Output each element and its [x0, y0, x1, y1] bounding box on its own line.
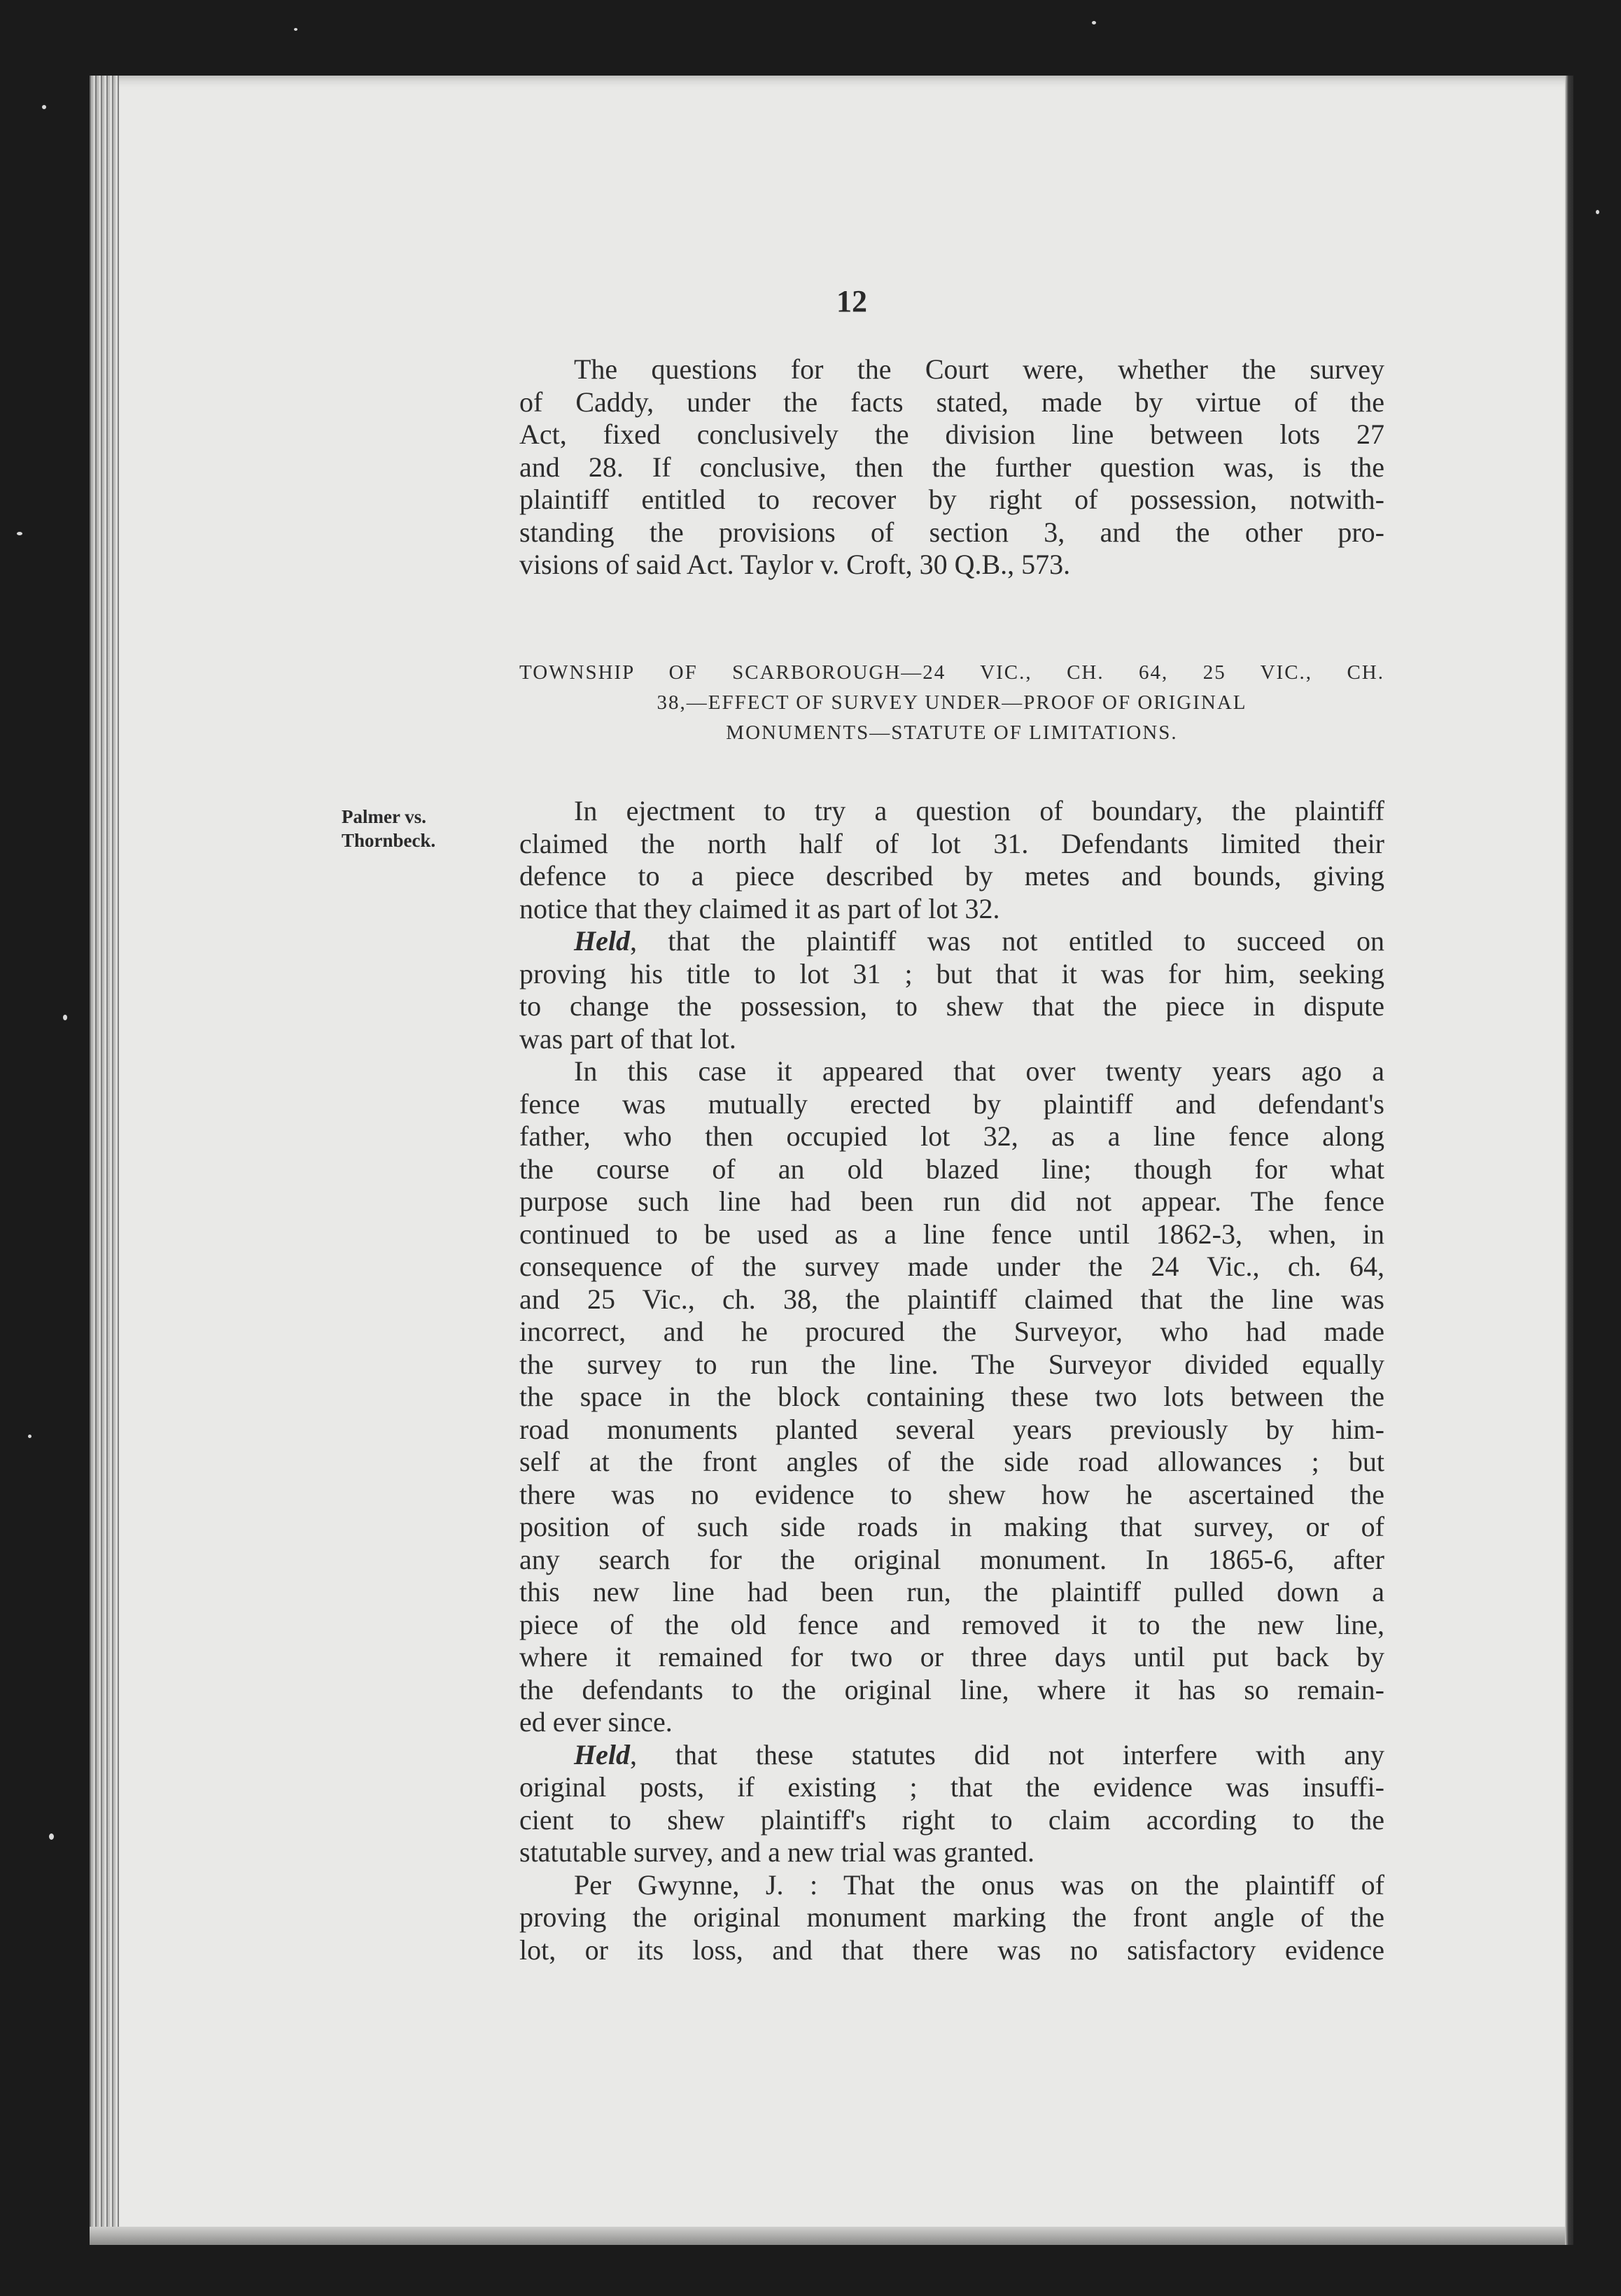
text-line: this new line had been run, the plaintiff pulled down a	[519, 1576, 1384, 1607]
text-line: visions of said Act. Taylor v. Croft, 30 Q.B., 573.	[519, 549, 1071, 580]
margin-note-line: Thornbeck.	[342, 830, 436, 851]
held-label: Held	[574, 925, 630, 957]
text-line: piece of the old fence and removed it to the new line,	[519, 1608, 1384, 1640]
margin-note-line: Palmer vs.	[342, 806, 426, 827]
text-line: claimed the north half of lot 31. Defendants limited their	[519, 827, 1384, 859]
held-text: , that the plaintiff was not entitled to succeed on	[629, 925, 1384, 957]
text-line: there was no evidence to shew how he ascertained the	[519, 1478, 1384, 1510]
text-line: consequence of the survey made under the 24 Vic., ch. 64,	[519, 1251, 1384, 1282]
text-line: plaintiff entitled to recover by right of possession, notwith-	[519, 484, 1384, 515]
text-line: Act, fixed conclusively the division line between lots 27	[519, 418, 1384, 450]
case-summary	[519, 795, 1384, 1966]
text-line: ed ever since.	[519, 1706, 673, 1738]
text-line: road monuments planted several years previously by him-	[519, 1413, 1384, 1445]
text-line: to change the possession, to shew that the piece in dispute	[519, 990, 1384, 1022]
text-line: and 25 Vic., ch. 38, the plaintiff claimed that the line was	[519, 1283, 1384, 1315]
heading-line: 38,—EFFECT OF SURVEY UNDER—PROOF OF ORIGINAL	[657, 691, 1247, 714]
text-line: was part of that lot.	[519, 1022, 736, 1055]
margin-case-name	[342, 805, 435, 852]
text-line: position of such side roads in making that survey, or of	[519, 1511, 1384, 1542]
text-line: standing the provisions of section 3, and the other pro-	[519, 516, 1384, 548]
text-line: of Caddy, under the facts stated, made by virtue of the	[519, 386, 1384, 418]
intro-paragraph	[519, 353, 1384, 582]
text-line	[519, 925, 1384, 958]
text-line: notice that they claimed it as part of lot 32.	[519, 892, 1000, 924]
text-line: father, who then occupied lot 32, as a line fence along	[519, 1120, 1384, 1152]
held-label: Held	[574, 1738, 630, 1770]
text-line: proving the original monument marking the front angle of the	[519, 1901, 1384, 1933]
text-line: the survey to run the line. The Surveyor divided equally	[519, 1348, 1384, 1380]
text-line: Per Gwynne, J. : That the onus was on the plaintiff of	[574, 1868, 1384, 1901]
text-line: proving his title to lot 31 ; but that it was for him, seeking	[519, 957, 1384, 989]
text-line: The questions for the Court were, whether the survey	[574, 353, 1384, 385]
text-line: the space in the block containing these two lots between the	[519, 1381, 1384, 1412]
text-line: In this case it appeared that over twenty years ago a	[574, 1055, 1384, 1087]
heading-line: TOWNSHIP OF SCARBOROUGH—24 VIC., CH. 64, 25 VIC., CH.	[519, 661, 1384, 684]
page-edge-left	[90, 76, 119, 2245]
page-gutter	[1565, 76, 1573, 2245]
text-line: fence was mutually erected by plaintiff and defendant's	[519, 1087, 1384, 1120]
text-line: any search for the original monument. In 1865-6, after	[519, 1543, 1384, 1575]
text-line: self at the front angles of the side road allowances ; but	[519, 1446, 1384, 1477]
text-line: the course of an old blazed line; though for what	[519, 1153, 1384, 1185]
text-line: original posts, if existing ; that the evidence was insuffi-	[519, 1771, 1384, 1803]
text-line: lot, or its loss, and that there was no satisfactory evidence	[519, 1934, 1384, 1966]
text-line: continued to be used as a line fence until 1862-3, when, in	[519, 1218, 1384, 1250]
text-line: where it remained for two or three days until put back by	[519, 1641, 1384, 1672]
text-line: statutable survey, and a new trial was granted.	[519, 1836, 1035, 1868]
text-line: the defendants to the original line, where it has so remain-	[519, 1673, 1384, 1705]
text-line	[519, 1739, 1384, 1772]
text-line: purpose such line had been run did not appear. The fence	[519, 1185, 1384, 1217]
text-line: incorrect, and he procured the Surveyor, who had made	[519, 1316, 1384, 1347]
text-line: In ejectment to try a question of boundary, the plaintiff	[574, 795, 1384, 826]
held-text: , that these statutes did not interfere with any	[629, 1738, 1384, 1770]
section-heading	[519, 658, 1384, 748]
page-edge-bottom	[90, 2227, 1573, 2245]
text-line: cient to shew plaintiff's right to claim according to the	[519, 1803, 1384, 1836]
text-line: and 28. If conclusive, then the further question was, is the	[519, 451, 1384, 483]
page-number: 12	[836, 284, 867, 318]
heading-line: MONUMENTS—STATUTE OF LIMITATIONS.	[726, 721, 1178, 744]
text-line: defence to a piece described by metes and bounds, giving	[519, 860, 1384, 892]
